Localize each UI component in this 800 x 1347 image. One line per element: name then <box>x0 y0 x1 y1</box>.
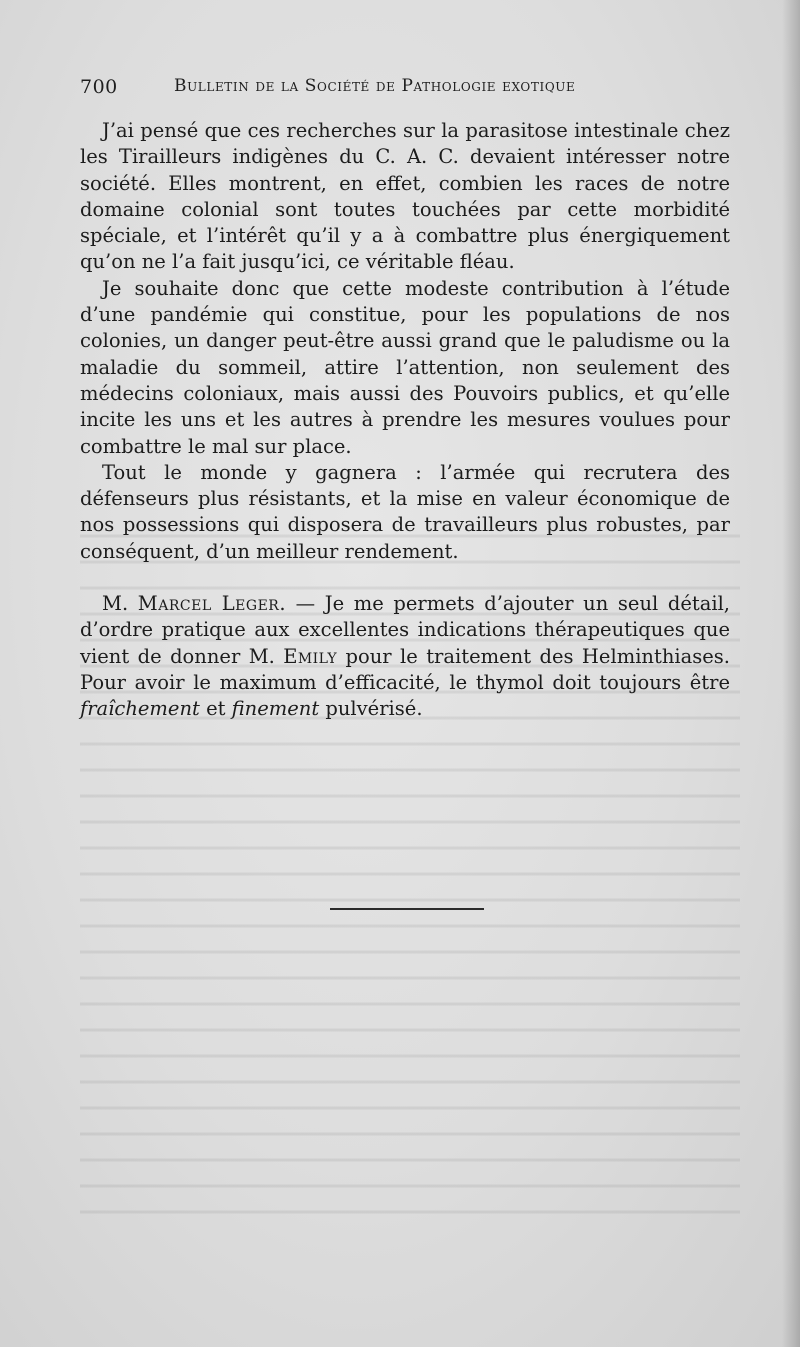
body-text <box>80 118 730 723</box>
paragraph-1: J’ai pensé que ces recherches sur la parasitose intestinale chez les Tirailleurs indigènes du C. A. C. devaient intéresser notre société. Elles montrent, en effet, combien les races de notre domaine colonial sont toutes touchées par cette morbidité spéciale, et l’intérêt qu’il y a à combattre plus énergiquement qu’on ne l’a fait jusqu’ici, ce véritable fléau. <box>80 119 730 274</box>
page-header <box>80 74 740 102</box>
page-number: 700 <box>80 76 118 98</box>
cited-author: Emily <box>283 644 338 668</box>
intervention-text-1: — Je me permets d’ajouter un seul détail, d’ordre pratique aux excellentes indications thérapeutiques que vient de donner M. <box>80 592 730 668</box>
paragraph-2: Je souhaite donc que cette modeste contribution à l’étude d’une pandémie qui constitue, pour les populations de nos colonies, un danger peut-être aussi grand que le paludisme ou la maladie du sommeil, attire l’attention, non seulement des médecins coloniaux, mais aussi des Pouvoirs publics, et qu’elle incite les uns et les autres à prendre les mesures voulues pour combattre le mal sur place. <box>80 276 730 458</box>
italic-word-1: fraîchement <box>80 697 200 721</box>
intervention-text-3: et <box>206 697 226 721</box>
intervention-paragraph <box>80 591 730 722</box>
intervention-text-4: pulvérisé. <box>325 697 423 721</box>
speaker-name: Marcel Leger. <box>137 592 287 616</box>
section-end-rule <box>330 908 484 910</box>
speaker-prefix: M. <box>102 592 129 616</box>
running-title: Bulletin de la Société de Pathologie exotique <box>174 76 576 96</box>
italic-word-2: finement <box>231 697 320 721</box>
paragraph-3: Tout le monde y gagnera : l’armée qui recrutera des défenseurs plus résistants, et la mise en valeur économique de nos possessions qui disposera de travailleurs plus robustes, par conséquent, d’un meilleur rendement. <box>80 460 730 563</box>
spine-shadow <box>782 0 800 1347</box>
intervention-text-2: pour le traitement des Helminthiases. Pour avoir le maximum d’efficacité, le thymol doit toujours être <box>80 644 730 694</box>
